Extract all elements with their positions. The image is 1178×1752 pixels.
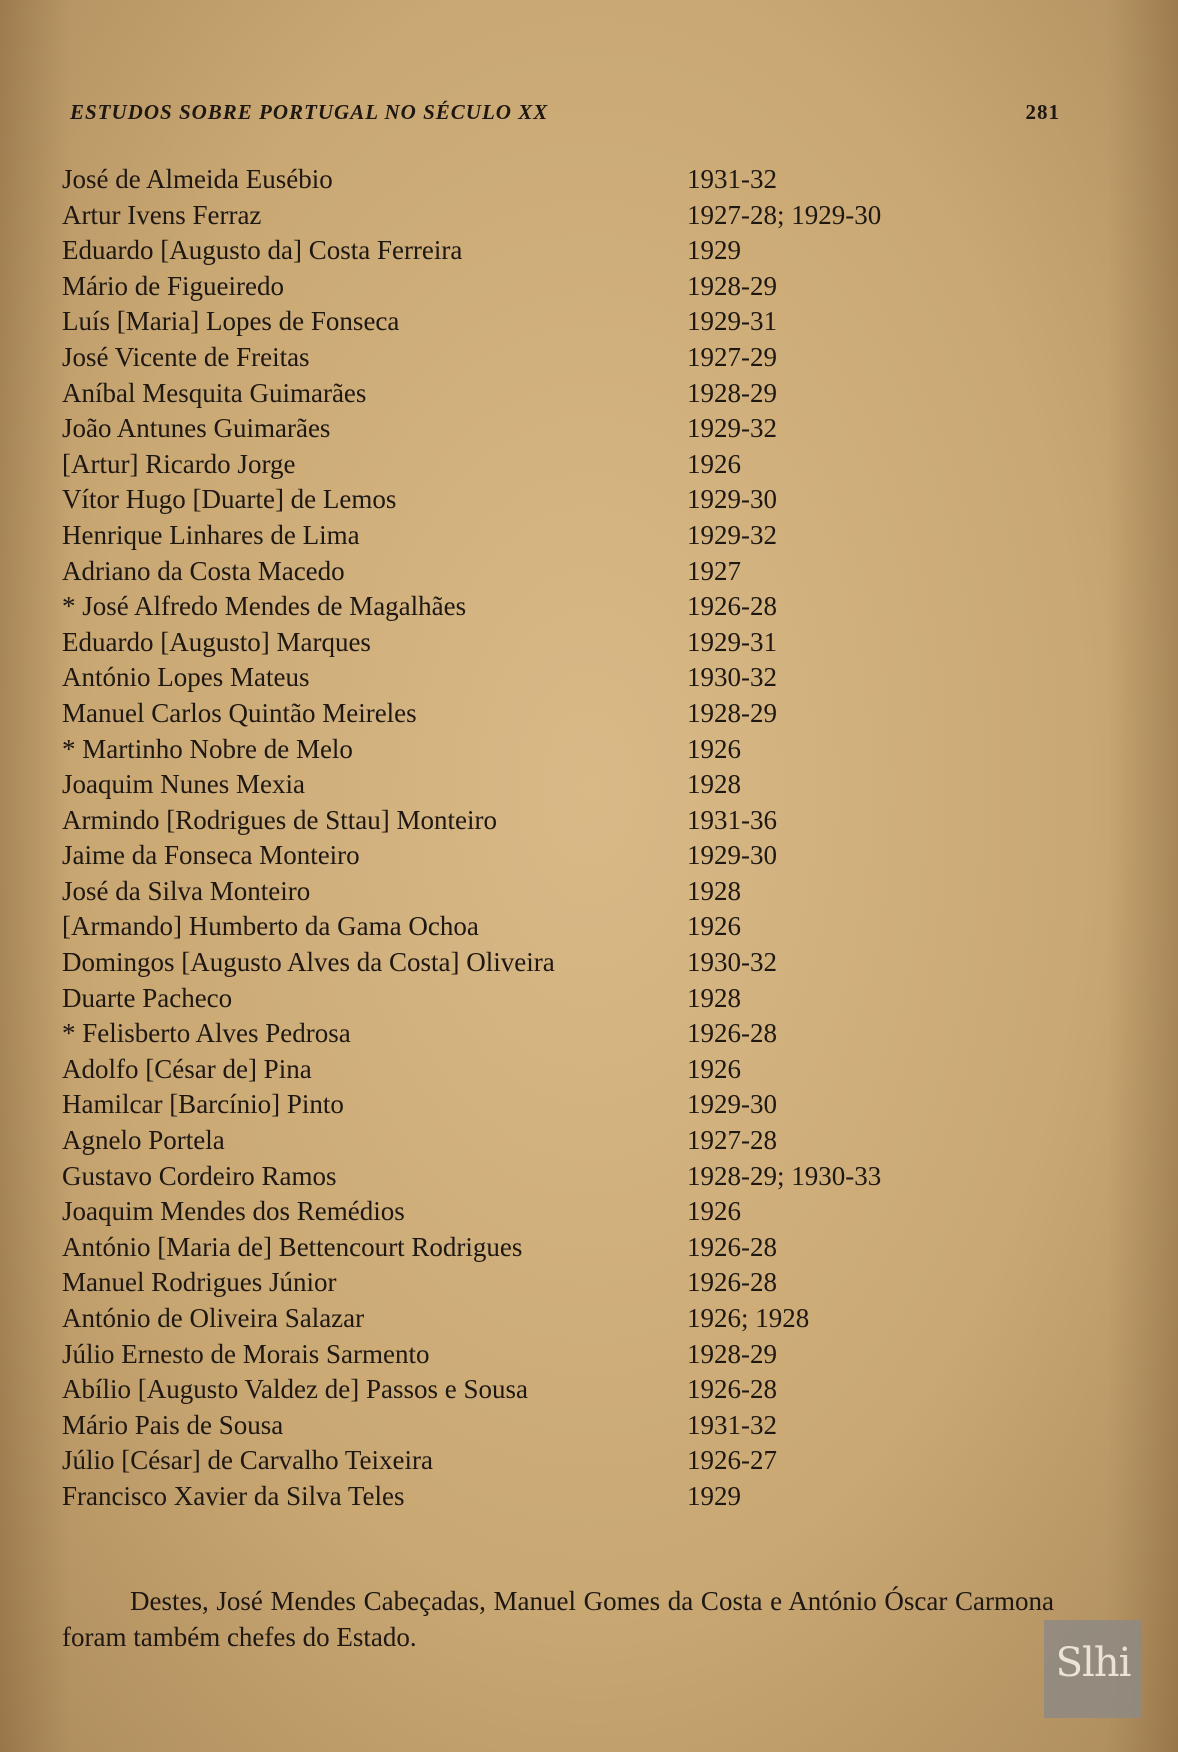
entry-years: 1926-28 <box>687 1267 777 1298</box>
entry-name: Hamilcar [Barcínio] Pinto <box>62 1089 344 1120</box>
entry-years: 1926 <box>687 1053 741 1084</box>
entry-years: 1928-29 <box>687 270 777 301</box>
list-item <box>62 1479 1062 1515</box>
closing-paragraph: Destes, José Mendes Cabeçadas, Manuel Gomes da Costa e António Óscar Carmona foram também chefes do Estado. <box>62 1586 1054 1652</box>
entry-years: 1928 <box>687 982 741 1013</box>
entry-name: Júlio [César] de Carvalho Teixeira <box>62 1445 433 1476</box>
running-head <box>70 100 1060 130</box>
entry-name: António de Oliveira Salazar <box>62 1303 365 1333</box>
entry-name: Artur Ivens Ferraz <box>62 199 262 230</box>
list-item <box>62 625 1062 661</box>
list-item <box>62 554 1062 590</box>
list-item <box>62 269 1062 305</box>
list-item <box>62 660 1062 696</box>
list-item <box>62 874 1062 910</box>
entry-name: Abílio [Augusto Valdez de] Passos e Sousa <box>62 1374 528 1405</box>
entry-years: 1927-29 <box>687 341 777 372</box>
list-item <box>62 233 1062 269</box>
entry-years: 1929-32 <box>687 519 777 550</box>
entry-name: [Armando] Humberto da Gama Ochoa <box>62 911 479 942</box>
list-item <box>62 411 1062 447</box>
entry-name: António [Maria de] Bettencourt Rodrigues <box>62 1231 523 1262</box>
list-item <box>62 1052 1062 1088</box>
entry-name: Armindo [Rodrigues de Sttau] Monteiro <box>62 804 497 835</box>
page-number: 281 <box>1025 100 1060 124</box>
entry-years: 1926-28 <box>687 591 777 622</box>
list-item <box>62 1230 1062 1266</box>
entry-name: Henrique Linhares de Lima <box>62 519 360 550</box>
entry-name: Domingos [Augusto Alves da Costa] Oliveira <box>62 947 555 978</box>
entry-name: Mário Pais de Sousa <box>62 1409 284 1440</box>
list-item <box>62 1123 1062 1159</box>
list-item <box>62 1087 1062 1123</box>
entry-years: 1926-28 <box>687 1374 777 1405</box>
entry-years: 1926-27 <box>687 1445 777 1476</box>
library-watermark <box>1044 1620 1142 1718</box>
entry-years: 1929 <box>687 1480 741 1511</box>
entry-years: 1928 <box>687 875 741 906</box>
entry-years: 1929-30 <box>687 840 777 871</box>
list-item <box>62 518 1062 554</box>
entry-years: 1929 <box>687 235 741 266</box>
entry-name: Agnelo Portela <box>62 1125 225 1156</box>
entry-name: Jaime da Fonseca Monteiro <box>62 840 360 871</box>
entry-name: Eduardo [Augusto da] Costa Ferreira <box>62 235 463 266</box>
entry-years: 1927 <box>687 555 741 586</box>
entry-years: 1927-28; 1929-30 <box>687 199 882 230</box>
entry-years: 1930-32 <box>687 947 777 978</box>
entry-name: Francisco Xavier da Silva Teles <box>62 1480 405 1511</box>
list-item <box>62 589 1062 625</box>
list-item <box>62 803 1062 839</box>
running-head-title: ESTUDOS SOBRE PORTUGAL NO SÉCULO XX <box>70 100 549 124</box>
entry-name: João Antunes Guimarães <box>62 413 331 444</box>
entry-name: José da Silva Monteiro <box>62 875 311 906</box>
entry-name: Vítor Hugo [Duarte] de Lemos <box>62 484 397 515</box>
entry-years: 1928-29 <box>687 1338 777 1369</box>
entry-years: 1930-32 <box>687 662 777 693</box>
list-item <box>62 1372 1062 1408</box>
entry-years: 1926; 1928 <box>687 1303 810 1333</box>
list-item <box>62 696 1062 732</box>
list-item <box>62 198 1062 234</box>
entry-name: Duarte Pacheco <box>62 982 233 1013</box>
list-item <box>62 1443 1062 1479</box>
entry-years: 1926 <box>687 911 741 942</box>
entry-years: 1929-31 <box>687 626 777 657</box>
entry-name: Adriano da Costa Macedo <box>62 555 345 586</box>
entry-name: José de Almeida Eusébio <box>62 164 333 194</box>
entry-name: José Vicente de Freitas <box>62 341 310 372</box>
entry-years: 1928 <box>687 769 741 800</box>
entry-name: Luís [Maria] Lopes de Fonseca <box>62 306 400 337</box>
entry-years: 1926 <box>687 733 741 764</box>
entry-years: 1928-29; 1930-33 <box>687 1160 882 1191</box>
list-item <box>62 340 1062 376</box>
entry-name: Júlio Ernesto de Morais Sarmento <box>62 1338 430 1369</box>
entry-name: Aníbal Mesquita Guimarães <box>62 377 367 408</box>
list-item <box>62 909 1062 945</box>
entry-years: 1926-28 <box>687 1231 777 1262</box>
list-item <box>62 162 1062 198</box>
list-item <box>62 1265 1062 1301</box>
entry-name: Manuel Carlos Quintão Meireles <box>62 697 417 728</box>
list-item <box>62 767 1062 803</box>
entry-name: Manuel Rodrigues Júnior <box>62 1267 337 1298</box>
list-item <box>62 945 1062 981</box>
list-item <box>62 1194 1062 1230</box>
entry-years: 1931-32 <box>687 164 777 194</box>
list-item <box>62 447 1062 483</box>
list-item <box>62 1159 1062 1195</box>
list-item <box>62 838 1062 874</box>
list-item <box>62 482 1062 518</box>
entry-name: Mário de Figueiredo <box>62 270 284 301</box>
entry-name: Joaquim Mendes dos Remédios <box>62 1196 405 1227</box>
entry-years: 1929-31 <box>687 306 777 337</box>
list-item <box>62 1408 1062 1444</box>
entry-years: 1931-36 <box>687 804 777 835</box>
watermark-logo-text: Slhi <box>1055 1640 1131 1686</box>
entry-years: 1928-29 <box>687 697 777 728</box>
entry-name: * Felisberto Alves Pedrosa <box>62 1018 351 1049</box>
entry-years: 1926 <box>687 448 741 479</box>
list-item <box>62 981 1062 1017</box>
entry-name: * Martinho Nobre de Melo <box>62 733 353 764</box>
entry-years: 1929-30 <box>687 1089 777 1120</box>
entry-years: 1927-28 <box>687 1125 777 1156</box>
entry-name: * José Alfredo Mendes de Magalhães <box>62 591 467 622</box>
list-item <box>62 376 1062 412</box>
entry-name: Joaquim Nunes Mexia <box>62 769 305 800</box>
entry-name: António Lopes Mateus <box>62 662 310 693</box>
list-item <box>62 304 1062 340</box>
entry-name: Gustavo Cordeiro Ramos <box>62 1160 337 1191</box>
minister-list <box>62 162 1062 1515</box>
list-item <box>62 1016 1062 1052</box>
entry-years: 1929-30 <box>687 484 777 515</box>
list-item <box>62 1337 1062 1373</box>
entry-name: Eduardo [Augusto] Marques <box>62 626 371 657</box>
entry-years: 1929-32 <box>687 413 777 444</box>
list-item <box>62 1301 1062 1337</box>
list-item <box>62 732 1062 768</box>
entry-years: 1926 <box>687 1196 741 1227</box>
entry-name: Adolfo [César de] Pina <box>62 1053 312 1084</box>
entry-years: 1931-32 <box>687 1409 777 1440</box>
entry-years: 1928-29 <box>687 377 777 408</box>
entry-years: 1926-28 <box>687 1018 777 1049</box>
entry-name: [Artur] Ricardo Jorge <box>62 448 296 479</box>
